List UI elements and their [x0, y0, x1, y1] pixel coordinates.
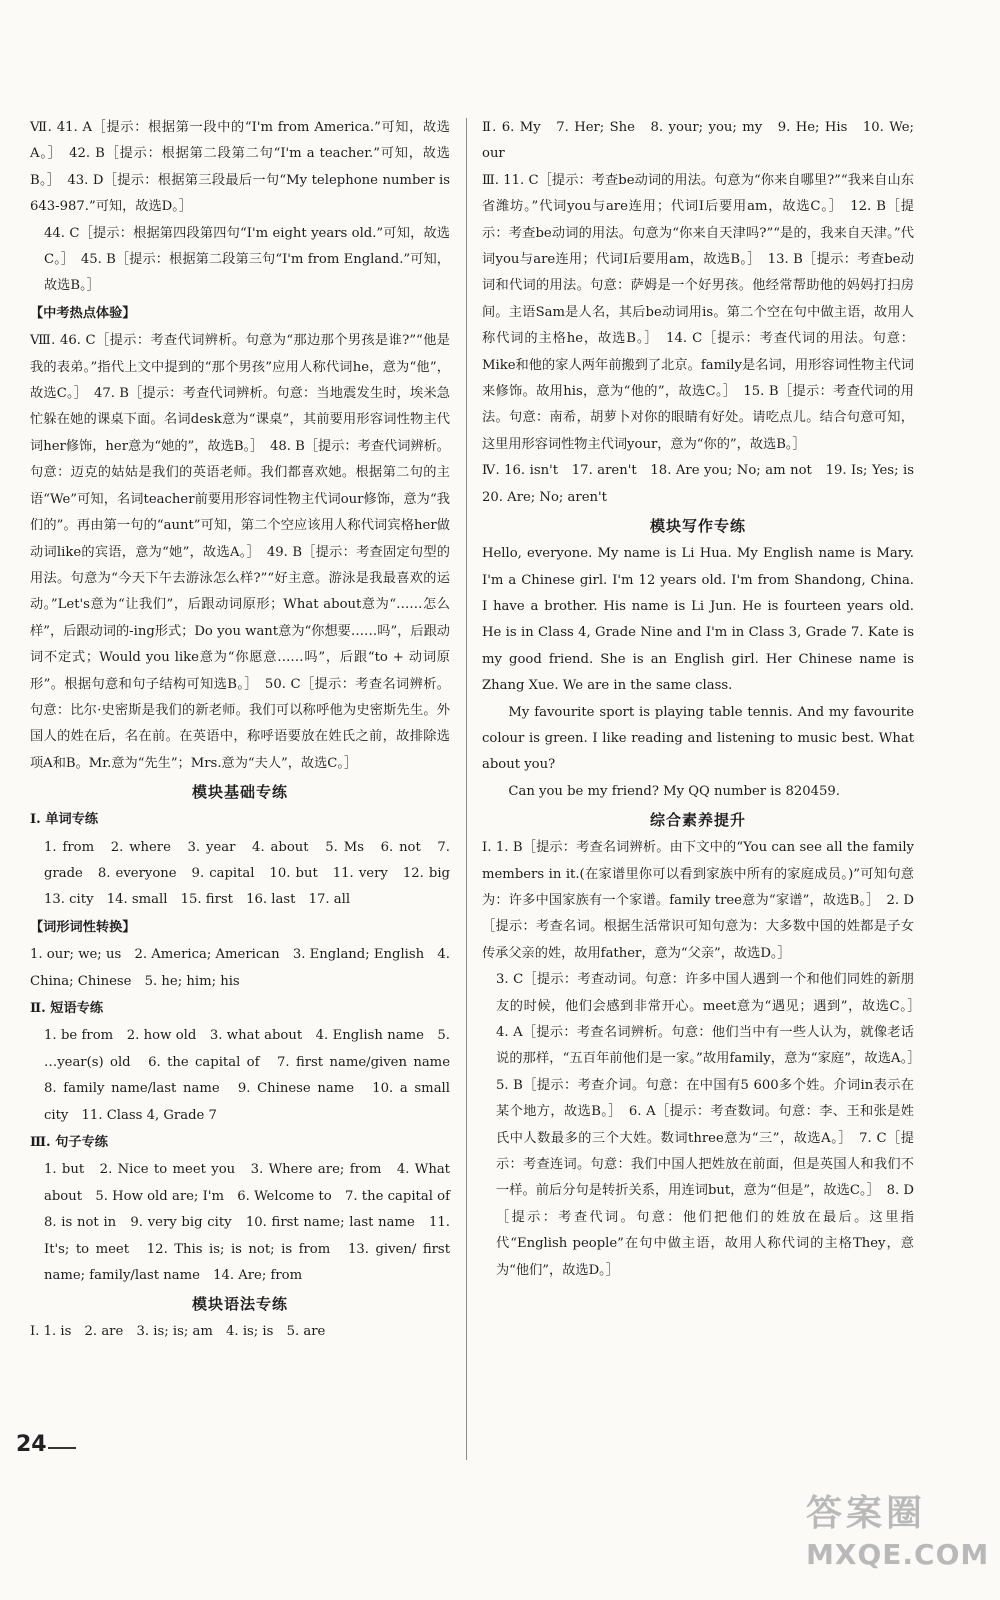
watermark-url: MXQE.COM	[806, 1538, 990, 1571]
answer-paragraph: Ⅳ. 16. isn't 17. aren't 18. Are you; No; am not 19. Is; Yes; is 20. Are; No; aren't	[482, 463, 928, 505]
answer-paragraph: Ⅲ. 11. C［提示：考查be动词的用法。句意为“你来自哪里?”“我来自山东省潍坊。”代词you与are连用；代词I后要用am，故选C。］ 12. B［提示：考查be动词的用法。句意为“你来自天津吗?”“是的，我来自天津。”代词you与are连用；代词I后要用am，故选B。］ 13. B［提示：考查be动词和代词的用法。句意：萨姆是一个好男孩。他经常帮助他的妈妈打扫房间。主语Sam是人名，其后be动词用is。第二个空在句中做主语，故用人称代词的主格he，故选B。］ 14. C［提示：考查代词的用法。句意：Mike和他的家人两年前搬到了北京。family是名词，用形容词性物主代词来修饰。故用his，意为“他的”，故选C。］ 15. B［提示：考查代词的用法。句意：南希，胡萝卜对你的眼睛有好处。请吃点儿。结合句意可知，这里用形容词性物主代词your，意为“你的”，故选B。］	[482, 172, 914, 452]
section-heading: 模块基础专练	[191, 783, 288, 802]
answer-paragraph: Ⅰ. 1. B［提示：考查名词辨析。由下文中的“You can see all the family members in it.(在家谱里你可以看到家族中所有的家庭成员。)”可知句意为：许多中国家族有一个家谱。family tree意为“家谱”，故选B。］ 2. D［提示：考查名词。根据生活常识可知句意为：大多数中国的姓都是子女传承父亲的姓，故用father，意为“父亲”，故选D。］	[482, 840, 914, 961]
answer-paragraph: 3. C［提示：考查动词。句意：许多中国人遇到一个和他们同姓的新朋友的时候，他们会感到非常开心。meet意为“遇见；遇到”，故选C。］ 4. A［提示：考查名词辨析。句意：他们当中有一些人认为，就像老话说的那样，“五百年前他们是一家。”故用family，意为“家庭”，故选A。］ 5. B［提示：考查介词。句意：在中国有5 600多个姓。介词in表示在某个地方，故选B。］ 6. A［提示：考查数词。句意：李、王和张是姓氏中人数最多的三个大姓。数词three意为“三”，故选A。］ 7. C［提示：考查连词。句意：我们中国人把姓放在前面，但是英国人和我们不一样。前后分句是转折关系，用连词but，意为“但是”，故选C。］ 8. D［提示：考查代词。句意：他们把他们的姓放在最后。这里指代“English people”在句中做主语，故用人称代词的主格They，意为“他们”，故选D。］	[496, 972, 928, 1278]
answer-paragraph: Ⅶ. 41. A［提示：根据第一段中的“I'm from America.”可知，故选A。］ 42. B［提示：根据第二段第二句“I'm a teacher.”可知，故选B。］ 43. D［提示：根据第三段最后一句“My telephone number is 643-987.”可知，故选D。］	[30, 120, 450, 215]
answer-paragraph: 1. from 2. where 3. year 4. about 5. Ms 6. not 7. grade 8. everyone 9. capital 10. but 11. very 12. big 13. city 14. small 15. first 16. last 17. all	[44, 839, 464, 908]
section-heading: 综合素养提升	[649, 811, 746, 830]
subsection-title: Ⅱ. 短语专练	[30, 1001, 104, 1016]
watermark-text: 答案圈	[806, 1493, 927, 1534]
right-column	[482, 115, 928, 1284]
subsection-title: 【中考热点体验】	[30, 305, 136, 321]
subsection-title: Ⅰ. 单词专练	[30, 812, 99, 828]
subsection-title: Ⅲ. 句子专练	[30, 1135, 108, 1151]
subsection-title: 【词形词性转换】	[30, 919, 136, 935]
answer-paragraph: Ⅰ. 1. is 2. are 3. is; is; am 4. is; is 5. are	[30, 1324, 326, 1340]
answer-paragraph: 1. but 2. Nice to meet you 3. Where are; from 4. What about 5. How old are; I'm 6. Welcome to 7. the capital of 8. is not in 9. very big city 10. first name; last name 11. It's; to meet 12. This is; is not; is from 13. given/ first name; family/last name 14. Are; from	[44, 1162, 464, 1284]
page-number: 24	[16, 1432, 47, 1457]
section-heading: 模块语法专练	[191, 1295, 288, 1314]
answer-paragraph: Ⅷ. 46. C［提示：考查代词辨析。句意为“那边那个男孩是谁?”“他是我的表弟。”指代上文中提到的“那个男孩”应用人称代词he，意为“他”，故选C。］ 47. B［提示：考查代词辨析。句意：当地震发生时，埃米急忙躲在她的课桌下面。名词desk意为“课桌”，其前要用形容词性物主代词her修饰，her意为“她的”，故选B。］ 48. B［提示：考查代词辨析。句意：迈克的姑姑是我们的英语老师。我们都喜欢她。根据第二句的主语“We”可知，名词teacher前要用形容词性物主代词our修饰，意为“我们的”。再由第一句的“aunt”可知，第二个空应该用人称代词宾格her做动词like的宾语，意为“她”，故选A。］ 49. B［提示：考查固定句型的用法。句意为“今天下午去游泳怎么样?”“好主意。游泳是我最喜欢的运动。”Let's意为“让我们”，后跟动词原形；What about意为“……怎么样”，后跟动词的-ing形式；Do you want意为“你想要……吗”，后跟动词不定式；Would you like意为“你愿意……吗”，后跟“to + 动词原形”。根据句意和句子结构可知选B。］ 50. C［提示：考查名词辨析。句意：比尔·史密斯是我们的新老师。我们可以称呼他为史密斯先生。外国人的姓在后，名在前。在英语中，称呼语要放在姓氏之前，故排除选项A和B。Mr.意为“先生”；Mrs.意为“夫人”，故选C。］	[30, 333, 450, 771]
section-heading: 模块写作专练	[649, 517, 746, 536]
answer-paragraph: 1. our; we; us 2. America; American 3. England; English 4. China; Chinese 5. he; him; his	[30, 947, 450, 989]
left-column	[30, 115, 464, 1346]
answer-paragraph: Hello, everyone. My name is Li Hua. My English name is Mary. I'm a Chinese girl. I'm 12 years old. I'm from Shandong, China. I have a brother. His name is Li Jun. He is fourteen years old. He is in Class 4, Grade Nine and I'm in Class 3, Grade 7. Kate is my good friend. She is an English girl. Her Chinese name is Zhang Xue. We are in the same class.	[482, 546, 914, 694]
page-number-rule	[48, 1447, 76, 1449]
answer-paragraph: Ⅱ. 6. My 7. Her; She 8. your; you; my 9. He; His 10. We; our	[482, 120, 914, 162]
essay-paragraph: Can you be my friend? My QQ number is 820459.	[508, 783, 840, 799]
answer-paragraph: 44. C［提示：根据第四段第四句“I'm eight years old.”可知，故选C。］ 45. B［提示：根据第二段第三句“I'm from England.”可知，故选B。］	[44, 225, 450, 294]
column-divider	[466, 118, 467, 1460]
essay-paragraph: My favourite sport is playing table tennis. And my favourite colour is green. I like reading and listening to music best. What about you?	[482, 704, 914, 773]
watermark-logo	[806, 1490, 990, 1595]
answer-paragraph: 1. be from 2. how old 3. what about 4. English name 5. …year(s) old 6. the capital of 7. first name/given name 8. family name/last name 9. Chinese name 10. a small city 11. Class 4, Grade 7	[44, 1028, 464, 1123]
